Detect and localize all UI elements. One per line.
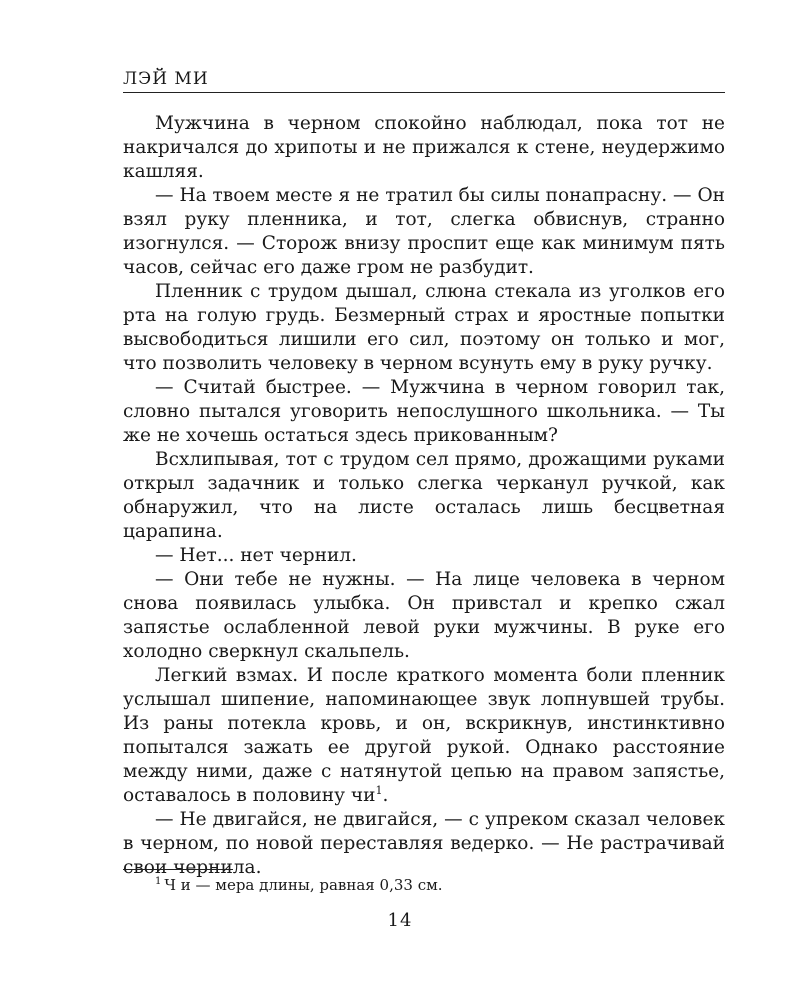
footnote-reference: 1 [375, 783, 383, 797]
paragraph: — Они тебе не нужны. — На лице человека в черном снова появилась улыбка. Он привстал и крепко сжал запястье ослабленной левой руки мужчины. В руке его холодно сверкнул скальпель. [123, 569, 725, 662]
page-number: 14 [387, 910, 413, 931]
paragraph: Мужчина в черном спокойно наблюдал, пока тот не накричался до хрипоты и не прижался к стене, неудержимо кашляя. [123, 113, 725, 182]
paragraph: — Считай быстрее. — Мужчина в черном говорил так, словно пытался уговорить непослушного школьника. — Ты же не хочешь остаться здесь прикованным? [123, 377, 725, 446]
main-text [123, 112, 725, 880]
paragraph: Всхлипывая, тот с трудом сел прямо, дрожащими руками открыл задачник и только слегка черканул ручкой, как обнаружил, что на листе осталась лишь бесцветная царапина. [123, 449, 725, 542]
paragraph: — На твоем месте я не тратил бы силы понапрасну. — Он взял руку пленника, и тот, слегка обвиснув, странно изогнулся. — Сторож внизу проспит еще как минимум пять часов, сейчас его даже гром не разбудит. [123, 185, 725, 278]
paragraph: Пленник с трудом дышал, слюна стекала из уголков его рта на голую грудь. Безмерный страх и яростные попытки высвободиться лишили его сил, поэтому он только и мог, что позволить человеку в черном всунуть ему в руку ручку. [123, 281, 725, 374]
paragraph-text: Легкий взмах. И после краткого момента боли пленник услышал шипение, напоминающее звук лопнувшей трубы. Из раны потекла кровь, и он, вскрикнув, инстинктивно попытался зажать ее другой рукой. Однако расстояние между ними, даже с натянутой цепью на правом запястье, оставалось в половину чи [123, 665, 725, 806]
paragraph-with-footnote: Легкий взмах. И после краткого момента боли пленник услышал шипение, напоминающее звук лопнувшей трубы. Из раны потекла кровь, и он, вскрикнув, инстинктивно попытался зажать ее другой рукой. Однако расстояние между ними, даже с натянутой цепью на правом запястье, оставалось в половину чи$^1$. [123, 665, 725, 806]
footnote [155, 875, 725, 895]
paragraph: — Нет... нет чернил. [155, 545, 357, 566]
page-header [123, 68, 725, 93]
paragraph: — Не двигайся, не двигайся, — с упреком сказал человек в черном, по новой переставляя ведерко. — Не растрачивай свои чернила. [123, 809, 725, 878]
footnote-divider [123, 869, 233, 870]
footnote-number: 1 [155, 876, 162, 887]
footnote-text: Ч и — мера длины, равная 0,33 см. [164, 876, 443, 894]
running-head: ЛЭЙ МИ [123, 69, 209, 89]
